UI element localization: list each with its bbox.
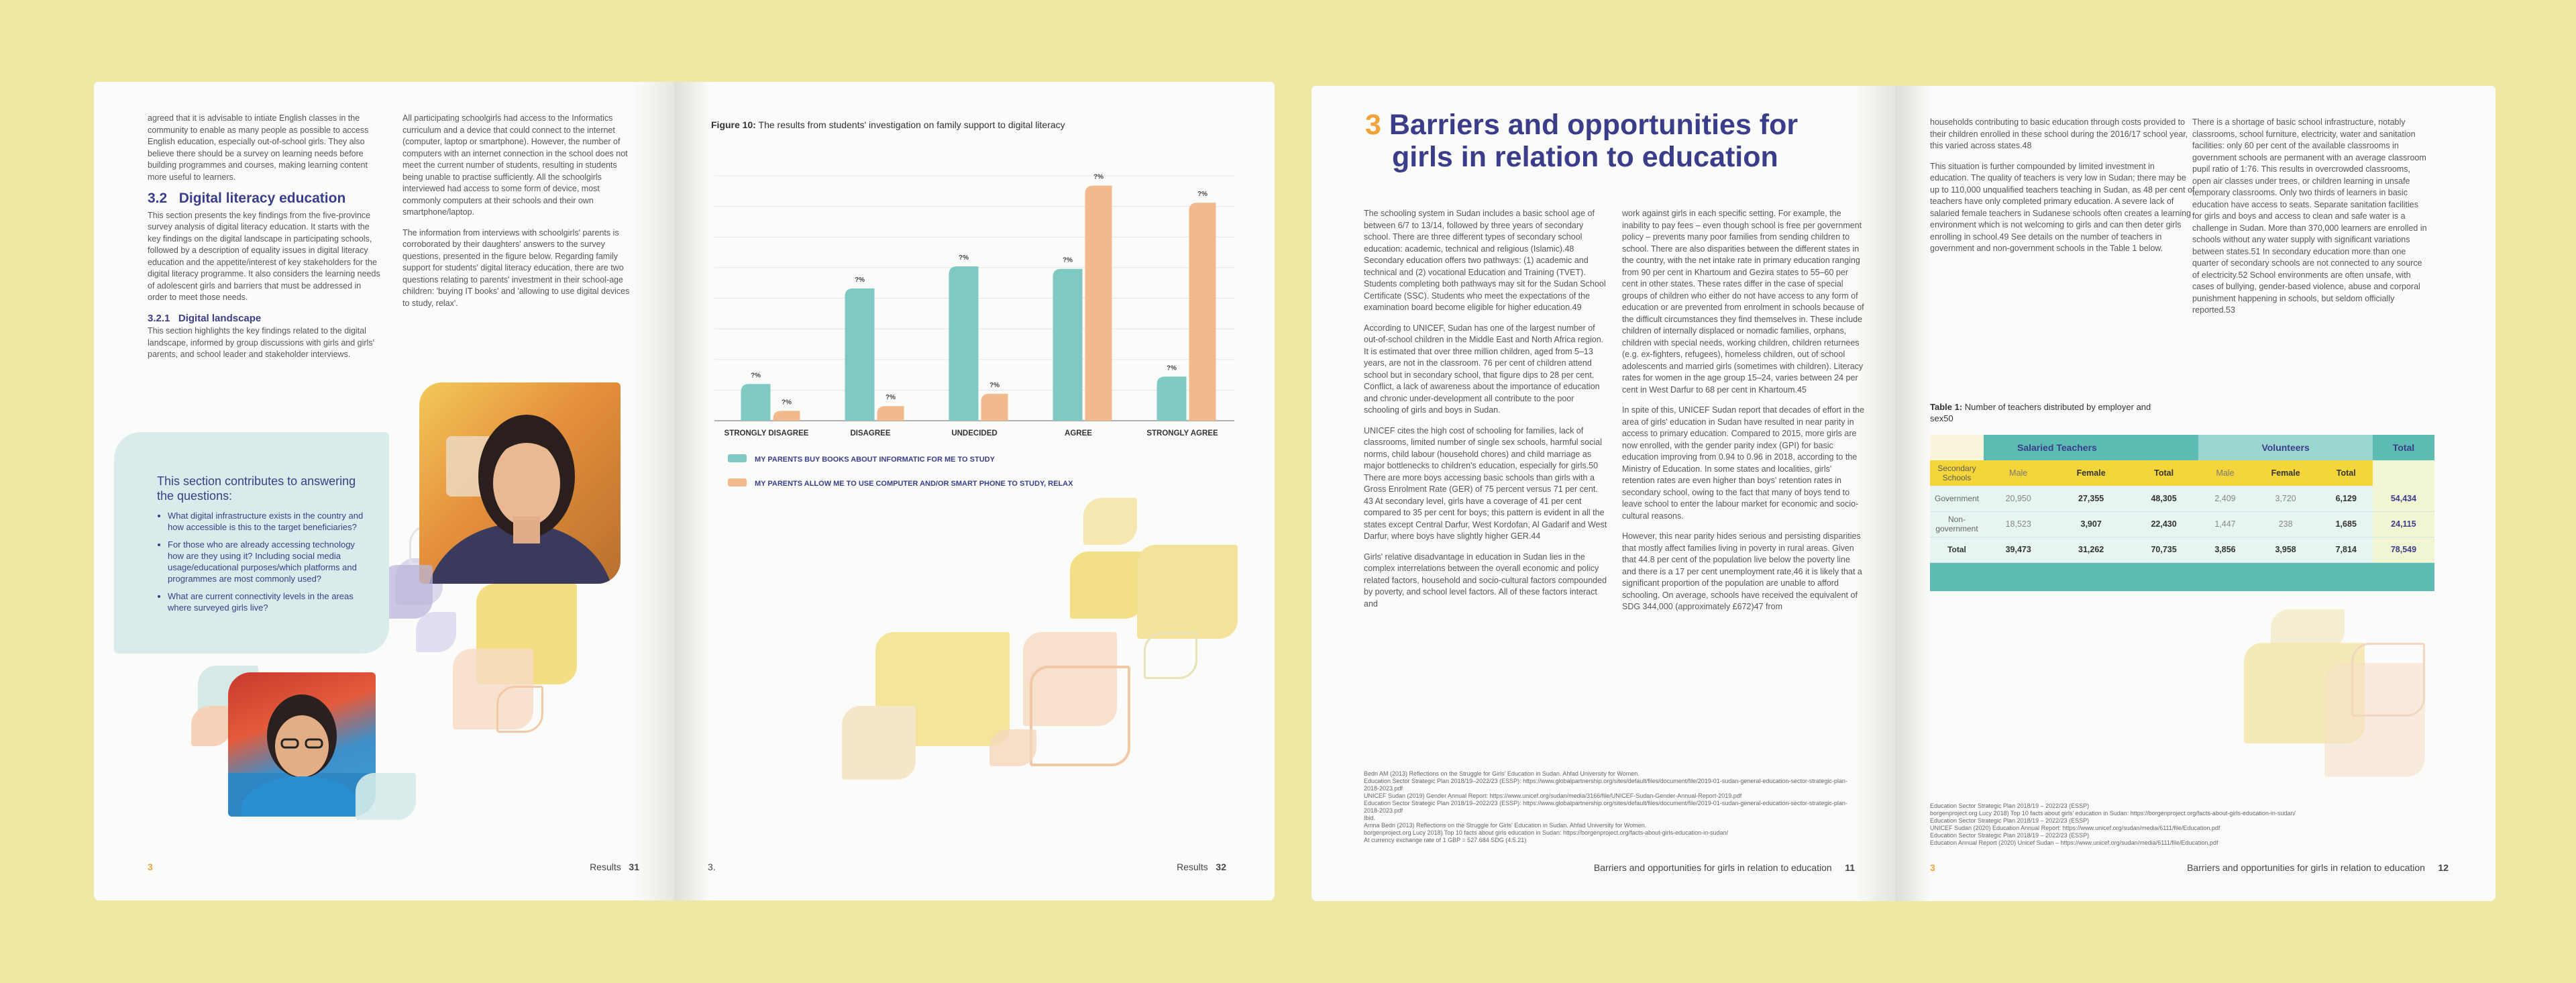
body-paragraph: There is a shortage of basic school infrastructure, notably classrooms, school furniture, electricity, water and sanitation facilities: only 60 per cent of the available classrooms in government schools are permanent with an average classroom pupil ratio of 1:76. This results in overcrowded classrooms, open air classes under trees, or children learning in unsafe temporary classrooms. Only two thirds of learners in basic education have access to seats. Separate sanitation facilities for girls and boys and access to clean and safe water is a challenge in Sudan. More than 370,000 learners are enrolled in schools without any water supply with significant variations between states.51 In secondary education more than one quarter of secondary schools are not connected to any source of electricity.52 School environments are often unsafe, with cases of bullying, gender-based violence, abuse and corporal punishment happening in schools, but seldom officially reported.53: [2192, 117, 2427, 315]
decor-tile: [1030, 666, 1130, 766]
footnote: Bedri AM (2013) Reflections on the Struggle for Girls' Education in Sudan. Ahfad University for Women.: [1364, 770, 1640, 777]
col-header: Male: [2009, 468, 2028, 478]
table-cell: 78,549: [2373, 537, 2434, 562]
page-32: [674, 82, 1275, 900]
body-paragraph: UNICEF cites the high cost of schooling for families, lack of classrooms, limited number of single sex schools, harmful social norms, child labour (household chores) and child marriage as major bottlenecks to children's education, especially for girls.50 There are more boys accessing basic schools than girls with a Gross Enrolment Rate (GER) of 75 percent versus 71 per cent. 43 At secondary level, girls have a coverage of 41 per cent compared to 35 per cent for boys; this pattern is evident in all the states except Central Darfur, West Kordofan, Al Gadarif and West Darfur, where boys have slightly higher GER.44: [1364, 425, 1607, 541]
legend-label: MY PARENTS BUY BOOKS ABOUT INFORMATIC FOR ME TO STUDY: [755, 456, 995, 464]
body-paragraph: According to UNICEF, Sudan has one of the largest number of out-of-school children in the Middle East and North Africa region. It is estimated that over three million children, aged from 5–13 years, are not in the classroom. 76 per cent of children attend school but in secondary school, that figure dips to 28 per cent. Conflict, a lack of awareness about the importance of education and chronic under-development all contribute to the poor schooling of girls and boys in Sudan.: [1364, 323, 1604, 415]
section-number: 3.2: [148, 191, 168, 206]
decor-tile: [842, 706, 916, 780]
table-bottom-band: [1930, 563, 2434, 591]
page12-column-2: [2192, 117, 2428, 325]
subsection-body: This section highlights the key findings related to the digital landscape, informed by group discussions with girls and girls' parents, and school leader and stakeholder interviews.: [148, 326, 374, 359]
chapter-title-line-2: girls in relation to education: [1392, 141, 1778, 173]
decor-tile: [356, 773, 416, 820]
page11-column-2: [1622, 208, 1865, 622]
table-cell: 1,685: [2335, 519, 2357, 529]
category-label: STRONGLY DISAGREE: [724, 429, 809, 437]
decor-tile: [1070, 552, 1144, 619]
bar-books: [1053, 269, 1083, 421]
bar-books: [949, 266, 979, 421]
subsection-title: Digital landscape: [178, 312, 262, 324]
bar-devices: [1189, 203, 1216, 421]
subsection-number: 3.2.1: [148, 312, 170, 324]
questions-callout: [114, 432, 389, 654]
table-cell: 39,473: [2005, 545, 2031, 554]
decor-tile: [1083, 498, 1137, 545]
decor-tile: [191, 706, 231, 746]
table-cell: 20,950: [2005, 493, 2031, 503]
table-cell: 7,814: [2335, 545, 2357, 554]
body-paragraph: Girls' relative disadvantage in education in Sudan lies in the complex interrelations between the overall economic and policy related factors, household and socio-cultural factors compounded by poverty, and school level factors. All of these factors interact and: [1364, 552, 1607, 609]
student-photo-large: [419, 382, 621, 584]
table-cell: 238: [2278, 519, 2293, 529]
bar-value-label: ?%: [782, 399, 792, 407]
footnote: borgenproject.org Lucy 2018) Top 10 facts about girls education in Sudan: https://borgenproject.org/facts-about-girls-education-in-sudan/: [1364, 829, 1729, 836]
footnotes: [1364, 770, 1860, 844]
callout-question: • What digital infrastructure exists in the country and how accessible is this to the target beneficiaries?: [168, 510, 373, 533]
decor-tile: [1144, 632, 1197, 679]
table-cell: 24,115: [2373, 511, 2434, 537]
page12-column-1: [1930, 117, 2195, 264]
corner-header: Secondary Schools: [1937, 464, 1976, 482]
page-number: 12: [2438, 862, 2449, 873]
teachers-table: [1930, 435, 2434, 591]
footer-chapter: 3: [148, 862, 153, 872]
category-label: STRONGLY AGREE: [1146, 429, 1218, 437]
col-header: Total: [2154, 468, 2174, 478]
figure-label: Figure 10:: [711, 119, 756, 130]
footer-page-label: Barriers and opportunities for girls in relation to education 11: [1593, 862, 1855, 873]
footnote: Education Sector Strategic Plan 2018/19–2022/23 (ESSP): https://www.globalpartnership.org/sites/default/files/document/file/2019-01-sudan-general-education-sector-strategic-plan-2018-2023.pdf: [1364, 778, 1847, 792]
chapter-title-line-1: Barriers and opportunities for: [1389, 109, 1799, 141]
col-header: Total: [2336, 468, 2356, 478]
bar-books: [741, 384, 771, 421]
intro-paragraph: agreed that it is advisable to intiate English classes in the community to enable as many people as possible to access English education, especially out-of-school girls. They also believe there should be a survey on learning needs before building programmes and courses, making learning content more useful to learners.: [148, 113, 369, 182]
footnote: Education Sector Strategic Plan 2018/19 – 2022/23 (ESSP): [1930, 832, 2090, 839]
table-row: [1930, 486, 2434, 511]
bar-books: [1157, 376, 1187, 421]
row-label: Total: [1947, 545, 1966, 554]
table-label: Table 1:: [1930, 402, 1963, 412]
bar-devices: [877, 406, 904, 421]
student-boy-illustration: [228, 672, 376, 817]
decor-tile: [1137, 545, 1238, 639]
page-31: [94, 82, 674, 900]
salaried-header: Salaried Teachers: [1984, 435, 2198, 460]
col-header: Male: [2216, 468, 2235, 478]
body-paragraph: However, this near parity hides serious and persisting disparities that mostly affect families living in poverty in rural areas. Given that 44.8 per cent of the population live below the poverty line and there is a 17 per cent unemployment rate,46 it is likely that a significant proportion of the population are unable to afford schooling. On average, schools have received the equivalent of SDG 344,000 (approximately £672)47 from: [1622, 531, 1862, 611]
bar-devices: [981, 394, 1008, 421]
category-label: DISAGREE: [850, 429, 891, 437]
legend-swatch: [728, 478, 747, 486]
table-cell: 22,430: [2151, 519, 2177, 529]
table-body: [1930, 486, 2434, 562]
subsection-heading: [148, 313, 382, 325]
footnote: Education Annual Report (2020) Unicef Sudan – https://www.unicef.org/sudan/media/6111/file/Education.pdf: [1930, 839, 2218, 846]
chapter-title: [1365, 109, 1798, 173]
page11-column-1: [1364, 208, 1609, 619]
table-cell: 3,856: [2214, 545, 2236, 554]
bar-devices: [1085, 186, 1112, 421]
bar-value-label: ?%: [751, 372, 761, 380]
footnote: Education Sector Strategic Plan 2018/19–2022/23 (ESSP): https://www.globalpartnership.org/sites/default/files/document/file/2019-01-sudan-general-education-sector-strategic-plan-2018-2023.pdf: [1364, 800, 1847, 814]
decor-tile: [496, 686, 543, 733]
table-cell: 70,735: [2151, 545, 2177, 554]
student-portrait-illustration: [419, 382, 621, 584]
legend-swatch: [728, 454, 747, 462]
footnote: Ibid.: [1364, 815, 1376, 821]
footnote: borgenproject.org Lucy 2018) Top 10 facts about girls' education in Sudan: https://borgenproject.org/facts-about-girls-education-in-sudan/: [1930, 810, 2296, 817]
callout-title: This section contributes to answering the questions:: [157, 474, 356, 503]
col2-paragraph-1: All participating schoolgirls had access to the Informatics curriculum and a device that could connect to the internet (computer, laptop or smartphone). However, the number of computers with an internet connection in the school does not meet the current number of students, resulting in students being unable to practise sufficiently. All the schoolgirls interviewed had access to some form of device, most commonly computers at their schools and their own smartphone/laptop.: [402, 113, 628, 217]
footer-page-label: Barriers and opportunities for girls in relation to education 12: [2187, 862, 2449, 873]
table-cell: 18,523: [2005, 519, 2031, 529]
bar-value-label: ?%: [855, 276, 865, 284]
figure-title: The results from students' investigation on family support to digital literacy: [758, 119, 1065, 130]
body-paragraph: In spite of this, UNICEF Sudan report that decades of effort in the area of girls' education in Sudan have resulted in near parity in access to primary education. Compared to 2015, more girls are now enrolled, with the gender parity index (GPI) for basic education improving from 0.94 to 0.96 in 2018, according to the Ministry of Education. In some states and localities, girls' retention rates are even higher than boys' retention rates in secondary school, owing to the fact that many of boys tend to leave school to enter the labour market for economic and socio-cultural reasons.: [1622, 405, 1865, 521]
page31-column-2: [402, 113, 631, 318]
bar-value-label: ?%: [1167, 364, 1177, 372]
body-paragraph: The schooling system in Sudan includes a basic school age of between 6/7 to 13/14, followed by three years of secondary school. There are three different types of secondary school education: academic, technical and religious (Islamic).48 Secondary education offers two pathways: (1) academic and technical and (2) vocational Education and Training (TVET). Students completing both pathways may sit for the Sudan School Certificate (SSC). Students who meet the expectations of the examination board become eligible for higher education.49: [1364, 209, 1606, 312]
section-title: Digital literacy education: [178, 191, 346, 206]
callout-question: • What are current connectivity levels in the areas where surveyed girls live?: [168, 590, 373, 613]
row-label: Non-government: [1935, 515, 1978, 533]
bar-value-label: ?%: [1197, 191, 1208, 199]
total-header: Total: [2373, 435, 2434, 460]
page-11: [1311, 86, 1895, 901]
footnote: UNICEF Sudan (2019) Gender Annual Report: https://www.unicef.org/sudan/media/3166/file/UNICEF-Sudan-Gender-Annual-Report-2019.pdf: [1364, 792, 1742, 799]
body-paragraph: households contributing to basic education through costs provided to their children enrolled in these school during the 2016/17 school year, this varied across states.48: [1930, 117, 2188, 150]
decor-tile: [989, 729, 1036, 766]
table-cell: 1,447: [2214, 519, 2236, 529]
bar-value-label: ?%: [959, 254, 969, 262]
footer-page-label: Results 31: [590, 862, 639, 872]
student-photo-small: [228, 672, 376, 817]
volunteers-header: Volunteers: [2198, 435, 2373, 460]
page-12: [1895, 86, 2496, 901]
table-cell: 3,907: [2080, 519, 2102, 529]
table-cell: 3,720: [2275, 493, 2296, 503]
decor-tile: [2271, 609, 2345, 650]
table-row: [1930, 511, 2434, 537]
table-row: [1930, 537, 2434, 562]
table-cell: 6,129: [2335, 493, 2357, 503]
table-cell: 31,262: [2078, 545, 2104, 554]
bar-value-label: ?%: [1063, 256, 1073, 264]
table-cell: 2,409: [2214, 493, 2236, 503]
bar-value-label: ?%: [1093, 173, 1104, 181]
bar-value-label: ?%: [885, 394, 896, 402]
table-caption-text: Number of teachers distributed by employer and sex50: [1930, 402, 2151, 423]
bar-value-label: ?%: [989, 381, 1000, 389]
body-paragraph: work against girls in each specific setting. For example, the inability to pay fees – even though school is free per government policy – prevents many poor families from sending children to school. There are also disparities between the different states in the country, with the net intake rate in primary education ranging from 90 per cent in Khartoum and Gezira states to 55–60 per cent in other states. These rates differ in the case of special groups of children who either do not have access to any form of education or are prevented from enrolment in schools because of the difficult circumstances they find themselves in. These include children of internally displaced or nomadic families, orphans, children with special needs, working children, children returnees (e.g. ex-fighters, refugees), homeless children, out of school adolescents and married girls (sometimes with children). Literacy rates for women in the age group 15–24, varies between 24 per cent in West Darfur to 68 per cent in Khartoum.45: [1622, 209, 1864, 395]
col-header: Female: [2271, 468, 2300, 478]
decor-tile: [416, 612, 456, 652]
legend-label: MY PARENTS ALLOW ME TO USE COMPUTER AND/OR SMART PHONE TO STUDY, RELAX: [755, 480, 1073, 488]
col2-paragraph-2: The information from interviews with schoolgirls' parents is corroborated by their daughters' answers to the survey questions, presented in the figure below. Regarding family support for students' digital literacy education, there are two questions relating to parents' investment in their school-age children: 'buying IT books' and 'allowing to use digital devices to study, relax'.: [402, 227, 630, 308]
footnotes: [1930, 803, 2413, 847]
table-cell: 48,305: [2151, 493, 2177, 503]
page-number: 32: [1216, 862, 1226, 872]
footnote: Education Sector Strategic Plan 2018/19 – 2022/23 (ESSP): [1930, 817, 2090, 824]
category-label: UNDECIDED: [951, 429, 998, 437]
decor-tile: [2351, 643, 2425, 717]
footer-chapter: 3.: [708, 862, 716, 872]
category-label: AGREE: [1065, 429, 1092, 437]
footer-chapter: 3: [1930, 862, 1935, 873]
col-header: Female: [2076, 468, 2106, 478]
callout-question: • For those who are already accessing technology how are they using it? Including social media usage/educational purposes/which platforms and programmes are most commonly used?: [168, 539, 373, 584]
page-number: 11: [1845, 862, 1855, 873]
family-support-bar-chart: [674, 82, 1275, 525]
bar-devices: [773, 411, 800, 421]
footnote: UNICEF Sudan (2020) Education Annual Report: https://www.unicef.org/sudan/media/6111/file/Education.pdf: [1930, 825, 2220, 831]
table-cell: 54,434: [2373, 486, 2434, 511]
body-paragraph: This situation is further compounded by limited investment in education. The quality of teachers is very low in Sudan; there may be up to 110,000 unqualified teachers teaching in Sudan, as 48 per cent of teachers have only completed primary education. A severe lack of salaried female teachers in Sudanese schools often creates a learning environment which is not welcoming to girls and can then deter girls enrolling in school.49 See details on the number of teachers in government and non-government schools in the Table 1 below.: [1930, 161, 2195, 253]
chapter-number: 3: [1365, 109, 1381, 141]
section-body: This section presents the key findings from the five-province survey analysis of digital literacy education. It starts with the key findings on the digital landscape in participating schools, followed by a description of equality issues in digital literacy education and the appetite/interest of key stakeholders for the digital literacy programme. It also considers the learning needs of adolescent girls and barriers that must be addressed in order to meet those needs.: [148, 210, 380, 302]
table-cell: 27,355: [2078, 493, 2104, 503]
row-label: Government: [1934, 493, 1980, 503]
footer-page-label: Results 32: [1177, 862, 1226, 872]
footnote: Education Sector Strategic Plan 2018/19 – 2022/23 (ESSP): [1930, 803, 2090, 809]
table-caption: [1930, 401, 2151, 424]
footnote: Amna Bedri (2013) Reflections on the Struggle for Girls' Education in Sudan. Ahfad University for Women.: [1364, 822, 1647, 829]
footnote: At currency exchange rate of 1 GBP = 527.684 SDG (4.5.21): [1364, 837, 1527, 843]
page-number: 31: [629, 862, 639, 872]
section-heading: [148, 193, 382, 205]
page31-column-1: [148, 113, 382, 370]
bar-books: [845, 289, 875, 421]
table-cell: 3,958: [2275, 545, 2296, 554]
